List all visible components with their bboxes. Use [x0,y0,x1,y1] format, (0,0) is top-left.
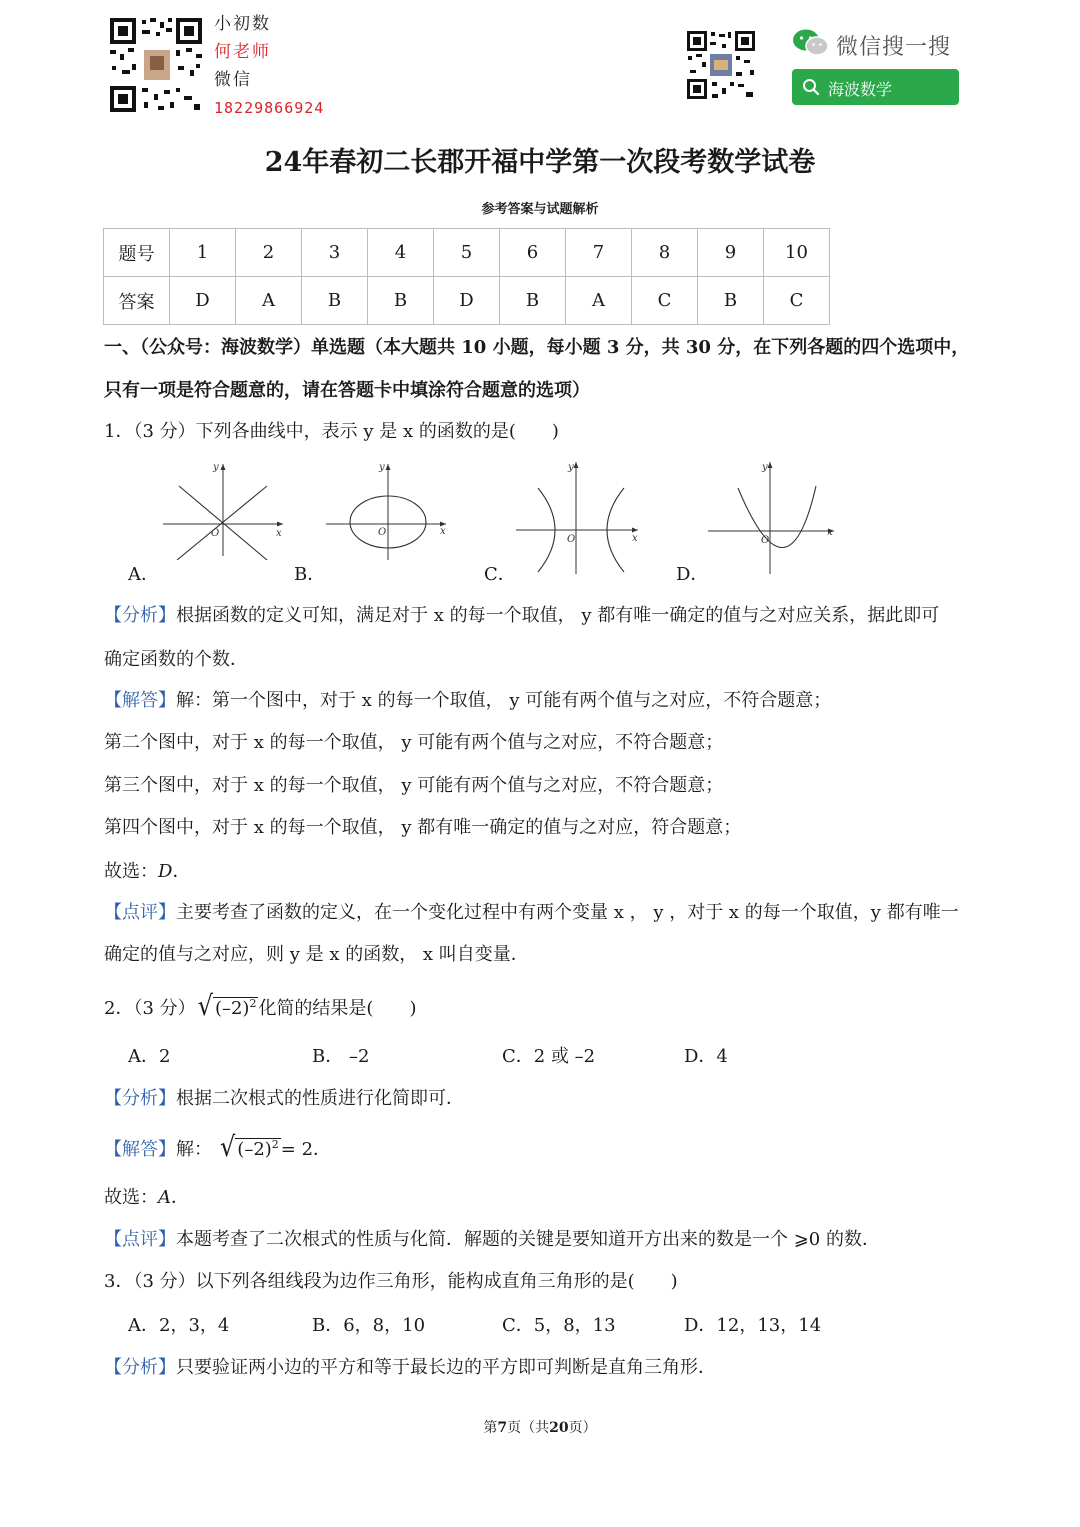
section-heading-line-1: 一、（公众号：海波数学）单选题（本大题共 10 小题，每小题 3 分，共 30 分，在下列各题的四个选项中， [104,337,970,358]
wechat-search-label: 微信搜一搜 [836,35,952,60]
table-cell: A [236,277,302,325]
q1-graph-d [704,458,839,578]
q1-solution-line-4: 第四个图中，对于 x 的每一个取值， y 都有唯一确定的值与之对应，符合题意； [104,817,742,838]
q1-solution-line-1 [104,686,831,712]
sqrt-sign: √ [197,989,213,1023]
search-icon [802,78,820,96]
table-cell: D [170,277,236,325]
table-row [104,277,830,325]
contact-block [214,10,324,122]
q3-analysis [104,1353,716,1379]
exponent: 2 [249,997,257,1010]
q1-comment-line-2: 确定的值与之对应，则 y 是 x 的函数， x 叫自变量． [104,944,529,965]
table-cell: B [368,277,434,325]
axis-label-y: y [762,462,768,473]
radicand: $(-2)^2$ [214,997,257,1019]
q1-graph-b [322,458,452,560]
table-row [104,229,830,277]
radicand: $(-2)^2$ [237,1138,279,1160]
solution-tag: 【解答】 [104,690,176,711]
q1-stem: 1．（3 分）下列各曲线中，表示 y 是 x 的函数的是( ) [104,421,559,442]
table-cell: 3 [302,229,368,277]
page-subtitle: 参考答案与试题解析 [481,202,599,217]
section-heading-line-2: 只有一项是符合题意的，请在答题卡中填涂符合题意的选项） [104,380,590,401]
table-cell: 2 [236,229,302,277]
choose-label: 故选： [104,861,158,882]
axis-label-y: y [568,462,574,473]
q1-label-a: A． [128,564,159,585]
page-title: 24年春初二长郡开福中学第一次段考数学试卷 [264,147,816,178]
q3-option-a: A．2，3，4 [128,1315,230,1336]
q2-option-d: D．4 [684,1046,728,1067]
qr-code-left [108,16,204,114]
q3-stem: 3．（3 分）以下列各组线段为边作三角形，能构成直角三角形的是( ) [104,1271,678,1292]
axis-label-x: x [276,528,282,539]
axis-label-x: x [632,533,638,544]
table-cell: C [632,277,698,325]
q1-choose: 故选：D． [104,861,191,882]
choose-value: D [158,861,173,882]
contact-phone: 18229866924 [214,99,325,117]
solution-tag: 【解答】 [104,1139,176,1160]
analysis-tag: 【分析】 [104,1088,176,1109]
choose-value: A [158,1187,171,1208]
q1-comment-line-1 [104,898,959,924]
q2-option-c: C．2 或 –2 [502,1046,596,1067]
origin-label: O [378,527,387,538]
table-cell: 8 [632,229,698,277]
q2-analysis-text: 根据二次根式的性质进行化简即可． [176,1088,464,1109]
axis-label-x: x [827,527,833,538]
q1-label-d: D． [676,564,709,585]
origin-label: O [211,528,220,539]
table-header-cell: 题号 [104,229,170,277]
page-number: 7 [497,1420,508,1436]
sqrt-sign: √ [220,1130,236,1164]
table-cell: B [302,277,368,325]
q1-comment-text: 主要考查了函数的定义，在一个变化过程中有两个变量 x ， y ，对于 x 的每一个取值，y 都有唯一 [176,902,959,923]
q1-analysis-line-1 [104,601,939,627]
q2-option-b: B． –2 [312,1046,370,1067]
wechat-icon [792,28,830,58]
q1-solution-line-2: 第二个图中，对于 x 的每一个取值， y 可能有两个值与之对应，不符合题意； [104,732,724,753]
q2-solution-prefix: 解： [176,1139,212,1160]
table-cell: 4 [368,229,434,277]
table-cell: C [764,277,830,325]
table-cell: 6 [500,229,566,277]
table-cell: 5 [434,229,500,277]
analysis-tag: 【分析】 [104,605,176,626]
table-cell: 7 [566,229,632,277]
comment-tag: 【点评】 [104,1229,176,1250]
choose-label: 故选： [104,1187,158,1208]
wechat-search-button[interactable] [792,69,959,105]
q1-analysis-line-2: 确定函数的个数． [104,649,248,670]
wechat-account-name: 海波数学 [828,80,893,99]
origin-label: O [567,534,576,545]
contact-line-3: 微信 [214,70,252,90]
q2-stem-suffix: 化简的结果是( ) [258,998,417,1019]
q3-option-d: D．12，13，14 [684,1315,822,1336]
contact-line-1: 小初数 [214,14,271,34]
q3-analysis-text: 只要验证两小边的平方和等于最长边的平方即可判断是直角三角形． [176,1357,716,1378]
q2-stem [104,989,417,1023]
q2-solution-result: = 2． [280,1139,332,1160]
q2-solution [104,1130,332,1164]
q1-solution-text: 解：第一个图中，对于 x 的每一个取值， y 可能有两个值与之对应，不符合题意； [176,690,832,711]
q3-option-b: B．6，8，10 [312,1315,426,1336]
q1-graph-c [512,458,644,578]
contact-line-2: 何老师 [214,42,271,62]
q2-option-a: A．2 [128,1046,171,1067]
answer-table [103,228,830,325]
q2-analysis [104,1084,464,1110]
comment-tag: 【点评】 [104,902,176,923]
table-cell: 10 [764,229,830,277]
table-cell: B [500,277,566,325]
table-cell: B [698,277,764,325]
axis-label-y: y [379,462,385,473]
q1-label-c: C． [484,564,516,585]
table-cell: 9 [698,229,764,277]
table-cell: A [566,277,632,325]
exponent: 2 [271,1138,279,1151]
q2-stem-prefix: 2．（3 分） [104,998,196,1019]
q1-label-b: B． [294,564,326,585]
qr-code-right [686,30,756,100]
axis-label-y: y [213,462,219,473]
table-header-cell: 答案 [104,277,170,325]
page-footer: 第7页（共20页） [483,1420,597,1436]
origin-label: O [761,535,770,546]
q1-analysis-text: 根据函数的定义可知，满足对于 x 的每一个取值， y 都有唯一确定的值与之对应关系，据此即可 [176,605,940,626]
q2-comment-text: 本题考查了二次根式的性质与化简．解题的关键是要知道开方出来的数是一个 ⩾0 的数． [176,1229,880,1250]
q3-option-c: C．5，8，13 [502,1315,616,1336]
page-total: 20 [549,1420,569,1436]
axis-label-x: x [440,526,446,537]
analysis-tag: 【分析】 [104,1357,176,1378]
table-cell: D [434,277,500,325]
table-cell: 1 [170,229,236,277]
q1-graph-a [155,458,290,560]
q2-comment [104,1225,880,1251]
q2-choose: 故选：A． [104,1187,189,1208]
q1-solution-line-3: 第三个图中，对于 x 的每一个取值， y 可能有两个值与之对应，不符合题意； [104,775,724,796]
